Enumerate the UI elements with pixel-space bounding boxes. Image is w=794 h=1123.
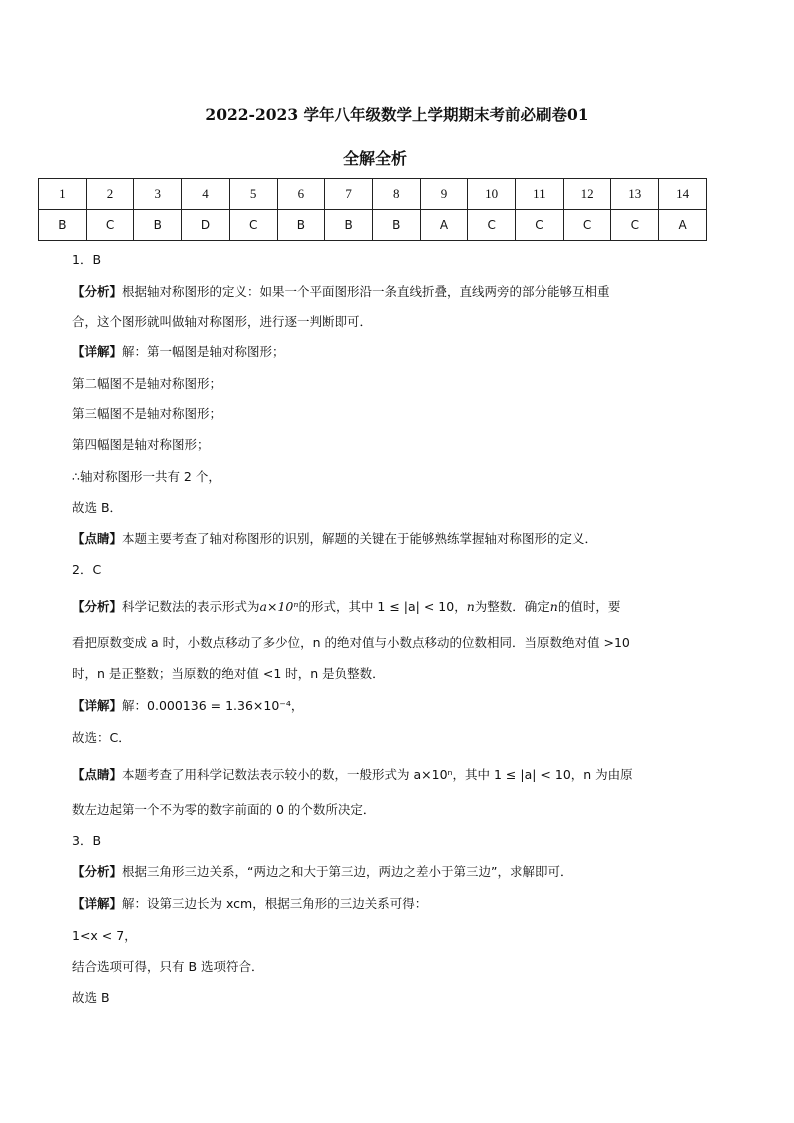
question-number-cell: 7 [325,179,373,210]
q1-head: 1．B [72,252,102,267]
question-number-cell: 10 [468,179,516,210]
question-number-cell: 9 [420,179,468,210]
question-number-cell: 1 [39,179,87,210]
q2-choose: 故选：C． [72,730,131,745]
answer-cell: C [229,210,277,241]
question-number-cell: 6 [277,179,325,210]
answer-cell: B [39,210,87,241]
q2-formula: a×10ⁿ [259,599,299,614]
q2-analysis-text-1g: 的值时，要 [557,599,621,614]
q2-comment-line-2: 数左边起第一个不为零的数字前面的 0 的个数所决定． [72,802,376,817]
q2-detail-line [72,697,303,715]
answer-cell: A [420,210,468,241]
q2-comment-tag: 【点睛】 [72,767,123,782]
q1-detail-text-1: 解：第一幅图是轴对称图形； [122,344,285,359]
page-title: 2022-2023 学年八年级数学上学期期末考前必刷卷01 [205,105,589,124]
q2-detail-tag: 【详解】 [72,698,123,713]
q2-comment-line-1 [72,766,633,784]
answer-table-answer-row [39,210,707,241]
answer-cell: B [277,210,325,241]
q1-analysis-line-2: 合，这个图形就叫做轴对称图形，进行逐一判断即可． [72,314,373,329]
q2-var-n-1: n [466,599,475,614]
answer-cell: C [516,210,564,241]
q2-analysis-text-1a: 科学记数法的表示形式为 [122,599,260,614]
answer-cell: C [468,210,516,241]
question-number-cell: 3 [134,179,182,210]
q2-analysis-line-2: 看把原数变成 a 时，小数点移动了多少位，n 的绝对值与小数点移动的位数相同．当原数绝对值 >10 [72,635,630,650]
q2-analysis-text-1c: 的形式，其中 1 ≤ |a| < 10， [298,599,467,614]
question-number-cell: 4 [182,179,230,210]
q1-detail-line-5: ∴轴对称图形一共有 2 个， [72,469,221,484]
q1-choose: 故选 B． [72,500,123,515]
question-number-cell: 8 [372,179,420,210]
question-number-cell: 2 [86,179,134,210]
question-number-cell: 14 [659,179,707,210]
q3-analysis-line [72,863,572,881]
q1-detail-line-3: 第三幅图不是轴对称图形； [72,406,223,421]
answer-cell: C [563,210,611,241]
q3-detail-line-3: 结合选项可得，只有 B 选项符合． [72,959,264,974]
q3-detail-text-1: 解：设第三边长为 xcm，根据三角形的三边关系可得： [122,896,428,911]
answer-cell: B [325,210,373,241]
q1-comment-tag: 【点睛】 [72,531,123,546]
question-number-cell: 13 [611,179,659,210]
q2-analysis-line-3: 时，n 是正整数；当原数的绝对值 <1 时，n 是负整数． [72,666,385,681]
q1-detail-line-4: 第四幅图是轴对称图形； [72,437,210,452]
q2-comment-text-1: 本题考查了用科学记数法表示较小的数，一般形式为 a×10ⁿ，其中 1 ≤ |a| < 10，n 为由原 [122,767,633,782]
q2-analysis-text-1e: 为整数．确定 [474,599,550,614]
q1-detail-line-1 [72,343,285,361]
q2-head: 2．C [72,562,102,577]
q1-detail-tag: 【详解】 [72,344,123,359]
q1-detail-line-2: 第二幅图不是轴对称图形； [72,376,223,391]
q1-analysis-line-1 [72,283,610,301]
answer-cell: A [659,210,707,241]
question-number-cell: 11 [516,179,564,210]
answer-cell: C [86,210,134,241]
q2-var-n-2: n [549,599,558,614]
page-subtitle: 全解全析 [342,149,407,168]
q3-detail-tag: 【详解】 [72,896,123,911]
q3-detail-line-2: 1<x < 7， [72,928,137,943]
question-number-cell: 5 [229,179,277,210]
answer-cell: D [182,210,230,241]
q2-analysis-tag: 【分析】 [72,599,123,614]
q3-analysis-tag: 【分析】 [72,864,123,879]
q3-choose: 故选 B [72,990,110,1005]
question-number-cell: 12 [563,179,611,210]
q3-analysis-text: 根据三角形三边关系，“两边之和大于第三边，两边之差小于第三边”，求解即可． [122,864,573,879]
answer-cell: B [372,210,420,241]
q3-detail-line-1 [72,895,427,913]
q1-comment-text: 本题主要考查了轴对称图形的识别，解题的关键在于能够熟练掌握轴对称图形的定义． [122,531,598,546]
answer-table-number-row [39,179,707,210]
q2-detail-text: 解：0.000136 = 1.36×10⁻⁴， [122,698,304,713]
q1-analysis-tag: 【分析】 [72,284,123,299]
answer-cell: C [611,210,659,241]
q2-analysis-line-1 [72,598,620,616]
q3-head: 3．B [72,833,102,848]
answer-table [38,178,707,241]
q1-analysis-text-1: 根据轴对称图形的定义：如果一个平面图形沿一条直线折叠，直线两旁的部分能够互相重 [122,284,610,299]
answer-cell: B [134,210,182,241]
q1-comment-line [72,530,597,548]
